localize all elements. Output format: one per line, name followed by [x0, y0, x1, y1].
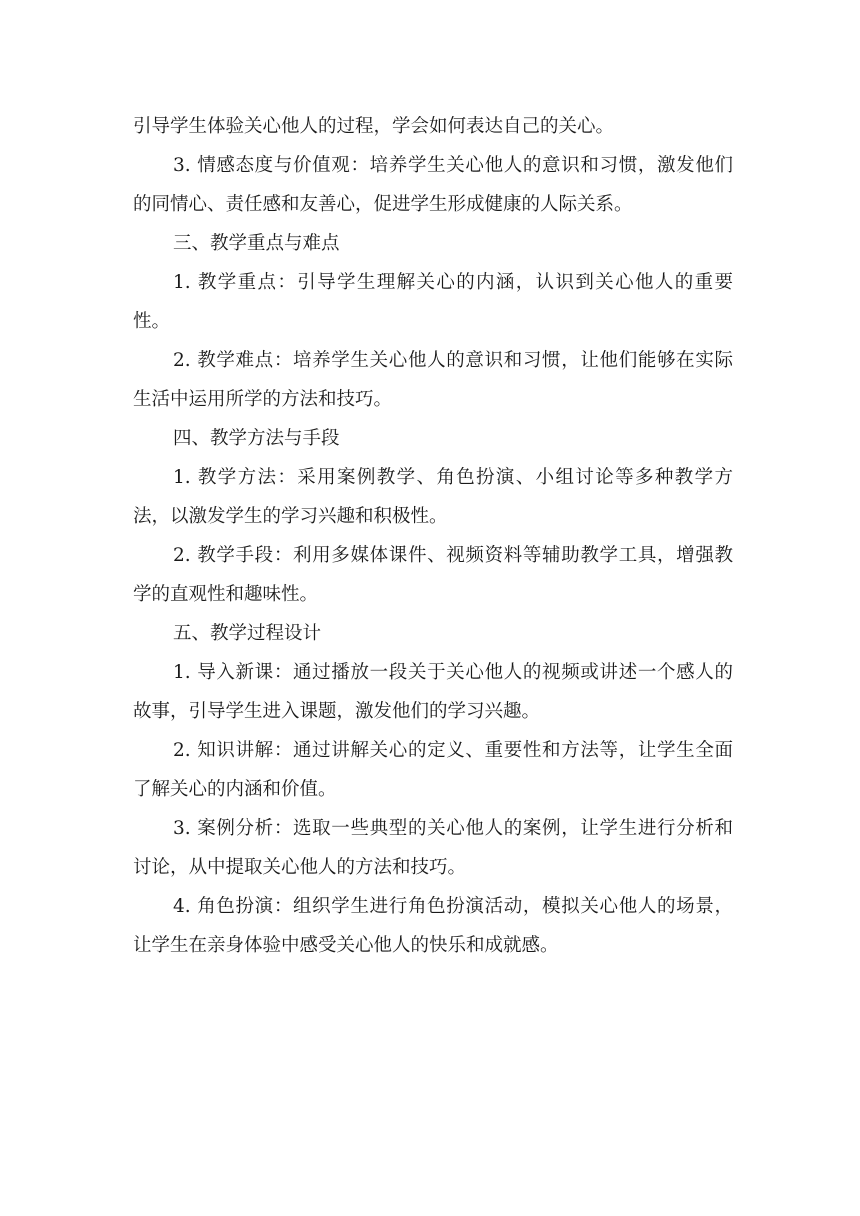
- paragraph-role-play: 4. 角色扮演：组织学生进行角色扮演活动，模拟关心他人的场景，让学生在亲身体验中感受关心他人的快乐和成就感。: [133, 896, 733, 956]
- paragraph-teaching-method: 1. 教学方法：采用案例教学、角色扮演、小组讨论等多种教学方法，以激发学生的学习兴趣和积极性。: [133, 467, 733, 527]
- section-heading-process: 五、教学过程设计: [173, 623, 322, 644]
- paragraph-teaching-difficulty: 2. 教学难点：培养学生关心他人的意识和习惯，让他们能够在实际生活中运用所学的方法和技巧。: [133, 350, 733, 410]
- section-heading-methods: 四、教学方法与手段: [173, 428, 340, 449]
- paragraph-introduction: 1. 导入新课：通过播放一段关于关心他人的视频或讲述一个感人的故事，引导学生进入课题，激发他们的学习兴趣。: [133, 662, 733, 722]
- paragraph-continuation: 引导学生体验关心他人的过程，学会如何表达自己的关心。: [133, 116, 615, 137]
- paragraph-knowledge-explanation: 2. 知识讲解：通过讲解关心的定义、重要性和方法等，让学生全面了解关心的内涵和价值。: [133, 740, 733, 800]
- paragraph-emotion-attitude-values: 3. 情感态度与价值观：培养学生关心他人的意识和习惯，激发他们的同情心、责任感和友善心，促进学生形成健康的人际关系。: [133, 155, 733, 215]
- document-body: [133, 107, 733, 965]
- paragraph-teaching-focus: 1. 教学重点：引导学生理解关心的内涵，认识到关心他人的重要性。: [133, 272, 733, 332]
- paragraph-teaching-means: 2. 教学手段：利用多媒体课件、视频资料等辅助教学工具，增强教学的直观性和趣味性。: [133, 545, 733, 605]
- section-heading-key-points: 三、教学重点与难点: [173, 233, 340, 254]
- paragraph-case-analysis: 3. 案例分析：选取一些典型的关心他人的案例，让学生进行分析和讨论，从中提取关心他人的方法和技巧。: [133, 818, 733, 878]
